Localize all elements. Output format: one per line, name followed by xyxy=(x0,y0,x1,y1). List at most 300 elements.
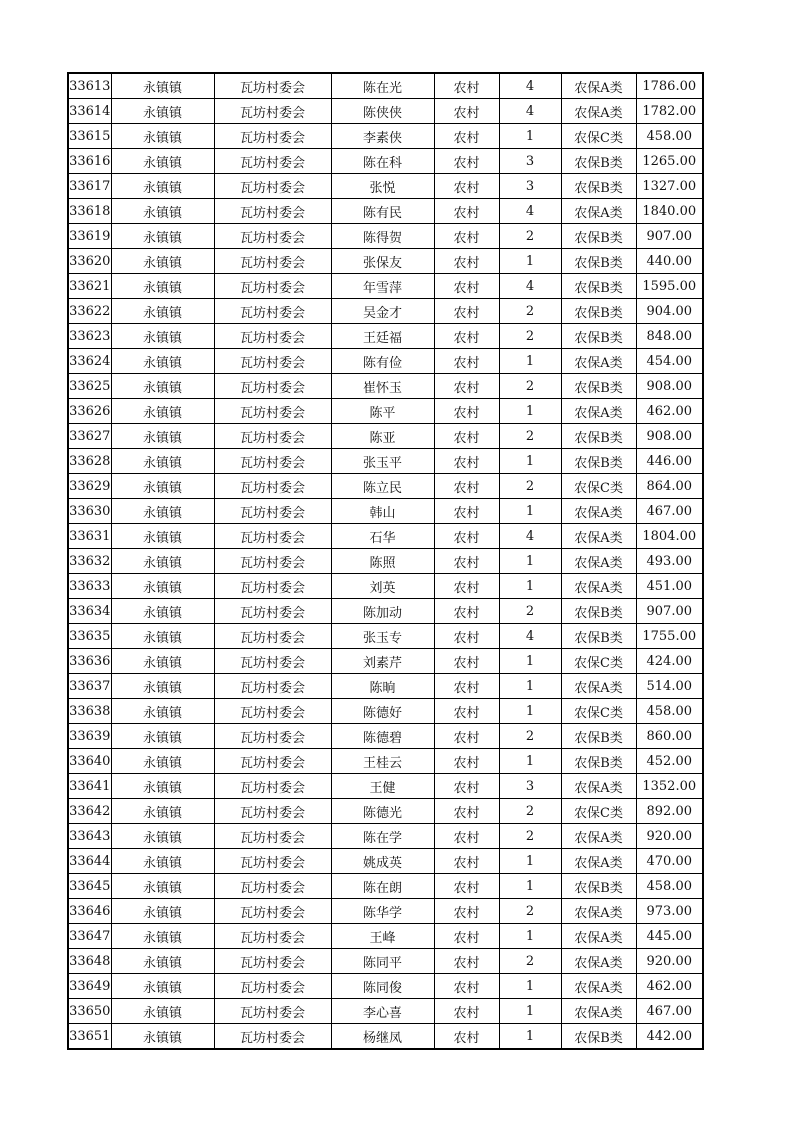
name-cell: 陈同俊 xyxy=(331,974,434,999)
town-cell: 永镇镇 xyxy=(111,449,214,474)
name-cell: 石华 xyxy=(331,524,434,549)
insurance-category-cell: 农保C类 xyxy=(561,799,636,824)
town-cell: 永镇镇 xyxy=(111,949,214,974)
amount-cell: 1352.00 xyxy=(636,774,703,799)
insurance-category-cell: 农保B类 xyxy=(561,599,636,624)
area-type-cell: 农村 xyxy=(434,1024,499,1050)
area-type-cell: 农村 xyxy=(434,99,499,124)
area-type-cell: 农村 xyxy=(434,474,499,499)
village-committee-cell: 瓦坊村委会 xyxy=(214,299,331,324)
village-committee-cell: 瓦坊村委会 xyxy=(214,174,331,199)
record-id-cell: 33627 xyxy=(68,424,111,449)
insurance-category-cell: 农保A类 xyxy=(561,974,636,999)
table-row xyxy=(68,399,703,424)
name-cell: 陈在朗 xyxy=(331,874,434,899)
amount-cell: 907.00 xyxy=(636,599,703,624)
amount-cell: 467.00 xyxy=(636,499,703,524)
insurance-category-cell: 农保B类 xyxy=(561,224,636,249)
table-row xyxy=(68,699,703,724)
town-cell: 永镇镇 xyxy=(111,324,214,349)
amount-cell: 1804.00 xyxy=(636,524,703,549)
record-id-cell: 33640 xyxy=(68,749,111,774)
record-id-cell: 33648 xyxy=(68,949,111,974)
area-type-cell: 农村 xyxy=(434,824,499,849)
area-type-cell: 农村 xyxy=(434,899,499,924)
name-cell: 吴金才 xyxy=(331,299,434,324)
insurance-category-cell: 农保B类 xyxy=(561,249,636,274)
amount-cell: 907.00 xyxy=(636,224,703,249)
amount-cell: 424.00 xyxy=(636,649,703,674)
insurance-category-cell: 农保A类 xyxy=(561,774,636,799)
area-type-cell: 农村 xyxy=(434,649,499,674)
household-size-cell: 2 xyxy=(499,424,561,449)
record-id-cell: 33634 xyxy=(68,599,111,624)
record-id-cell: 33638 xyxy=(68,699,111,724)
area-type-cell: 农村 xyxy=(434,949,499,974)
record-id-cell: 33620 xyxy=(68,249,111,274)
amount-cell: 445.00 xyxy=(636,924,703,949)
amount-cell: 440.00 xyxy=(636,249,703,274)
area-type-cell: 农村 xyxy=(434,574,499,599)
table-row xyxy=(68,874,703,899)
village-committee-cell: 瓦坊村委会 xyxy=(214,474,331,499)
amount-cell: 458.00 xyxy=(636,874,703,899)
insurance-category-cell: 农保A类 xyxy=(561,999,636,1024)
area-type-cell: 农村 xyxy=(434,73,499,99)
area-type-cell: 农村 xyxy=(434,124,499,149)
record-id-cell: 33639 xyxy=(68,724,111,749)
record-id-cell: 33628 xyxy=(68,449,111,474)
village-committee-cell: 瓦坊村委会 xyxy=(214,374,331,399)
area-type-cell: 农村 xyxy=(434,674,499,699)
household-size-cell: 1 xyxy=(499,124,561,149)
table-row xyxy=(68,474,703,499)
insurance-category-cell: 农保A类 xyxy=(561,399,636,424)
name-cell: 陈在科 xyxy=(331,149,434,174)
area-type-cell: 农村 xyxy=(434,199,499,224)
amount-cell: 451.00 xyxy=(636,574,703,599)
amount-cell: 908.00 xyxy=(636,424,703,449)
amount-cell: 514.00 xyxy=(636,674,703,699)
insurance-category-cell: 农保A类 xyxy=(561,349,636,374)
town-cell: 永镇镇 xyxy=(111,924,214,949)
record-id-cell: 33641 xyxy=(68,774,111,799)
household-size-cell: 1 xyxy=(499,574,561,599)
amount-cell: 920.00 xyxy=(636,949,703,974)
household-size-cell: 4 xyxy=(499,199,561,224)
household-size-cell: 1 xyxy=(499,974,561,999)
town-cell: 永镇镇 xyxy=(111,149,214,174)
town-cell: 永镇镇 xyxy=(111,999,214,1024)
town-cell: 永镇镇 xyxy=(111,524,214,549)
area-type-cell: 农村 xyxy=(434,749,499,774)
village-committee-cell: 瓦坊村委会 xyxy=(214,274,331,299)
village-committee-cell: 瓦坊村委会 xyxy=(214,99,331,124)
household-size-cell: 1 xyxy=(499,249,561,274)
insurance-category-cell: 农保B类 xyxy=(561,274,636,299)
name-cell: 陈在光 xyxy=(331,73,434,99)
village-committee-cell: 瓦坊村委会 xyxy=(214,824,331,849)
name-cell: 王峰 xyxy=(331,924,434,949)
amount-cell: 446.00 xyxy=(636,449,703,474)
amount-cell: 1840.00 xyxy=(636,199,703,224)
area-type-cell: 农村 xyxy=(434,249,499,274)
name-cell: 陈同平 xyxy=(331,949,434,974)
household-size-cell: 2 xyxy=(499,824,561,849)
insurance-category-cell: 农保A类 xyxy=(561,849,636,874)
amount-cell: 973.00 xyxy=(636,899,703,924)
insurance-category-cell: 农保A类 xyxy=(561,199,636,224)
town-cell: 永镇镇 xyxy=(111,474,214,499)
village-committee-cell: 瓦坊村委会 xyxy=(214,999,331,1024)
area-type-cell: 农村 xyxy=(434,724,499,749)
town-cell: 永镇镇 xyxy=(111,824,214,849)
village-committee-cell: 瓦坊村委会 xyxy=(214,199,331,224)
record-id-cell: 33633 xyxy=(68,574,111,599)
insurance-category-cell: 农保A类 xyxy=(561,924,636,949)
area-type-cell: 农村 xyxy=(434,224,499,249)
name-cell: 陈平 xyxy=(331,399,434,424)
town-cell: 永镇镇 xyxy=(111,274,214,299)
insurance-category-cell: 农保A类 xyxy=(561,549,636,574)
name-cell: 王桂云 xyxy=(331,749,434,774)
table-row xyxy=(68,199,703,224)
record-id-cell: 33619 xyxy=(68,224,111,249)
table-row xyxy=(68,424,703,449)
insurance-category-cell: 农保A类 xyxy=(561,524,636,549)
insurance-category-cell: 农保B类 xyxy=(561,724,636,749)
town-cell: 永镇镇 xyxy=(111,1024,214,1050)
town-cell: 永镇镇 xyxy=(111,849,214,874)
amount-cell: 1755.00 xyxy=(636,624,703,649)
name-cell: 张保友 xyxy=(331,249,434,274)
record-id-cell: 33637 xyxy=(68,674,111,699)
village-committee-cell: 瓦坊村委会 xyxy=(214,324,331,349)
village-committee-cell: 瓦坊村委会 xyxy=(214,724,331,749)
insurance-category-cell: 农保B类 xyxy=(561,174,636,199)
town-cell: 永镇镇 xyxy=(111,424,214,449)
village-committee-cell: 瓦坊村委会 xyxy=(214,899,331,924)
insurance-category-cell: 农保A类 xyxy=(561,99,636,124)
town-cell: 永镇镇 xyxy=(111,599,214,624)
household-size-cell: 4 xyxy=(499,524,561,549)
household-size-cell: 3 xyxy=(499,149,561,174)
table-row xyxy=(68,749,703,774)
town-cell: 永镇镇 xyxy=(111,349,214,374)
amount-cell: 467.00 xyxy=(636,999,703,1024)
amount-cell: 493.00 xyxy=(636,549,703,574)
town-cell: 永镇镇 xyxy=(111,774,214,799)
area-type-cell: 农村 xyxy=(434,974,499,999)
household-size-cell: 2 xyxy=(499,799,561,824)
village-committee-cell: 瓦坊村委会 xyxy=(214,749,331,774)
insurance-category-cell: 农保A类 xyxy=(561,574,636,599)
name-cell: 王健 xyxy=(331,774,434,799)
name-cell: 陈有民 xyxy=(331,199,434,224)
amount-cell: 458.00 xyxy=(636,699,703,724)
record-id-cell: 33645 xyxy=(68,874,111,899)
village-committee-cell: 瓦坊村委会 xyxy=(214,73,331,99)
amount-cell: 470.00 xyxy=(636,849,703,874)
name-cell: 年雪萍 xyxy=(331,274,434,299)
town-cell: 永镇镇 xyxy=(111,799,214,824)
area-type-cell: 农村 xyxy=(434,449,499,474)
name-cell: 王廷福 xyxy=(331,324,434,349)
insurance-category-cell: 农保B类 xyxy=(561,749,636,774)
town-cell: 永镇镇 xyxy=(111,174,214,199)
name-cell: 陈晌 xyxy=(331,674,434,699)
area-type-cell: 农村 xyxy=(434,874,499,899)
table-row xyxy=(68,449,703,474)
household-size-cell: 1 xyxy=(499,649,561,674)
town-cell: 永镇镇 xyxy=(111,624,214,649)
household-size-cell: 1 xyxy=(499,849,561,874)
town-cell: 永镇镇 xyxy=(111,99,214,124)
town-cell: 永镇镇 xyxy=(111,549,214,574)
area-type-cell: 农村 xyxy=(434,149,499,174)
record-id-cell: 33651 xyxy=(68,1024,111,1050)
insurance-category-cell: 农保A类 xyxy=(561,949,636,974)
household-size-cell: 3 xyxy=(499,774,561,799)
town-cell: 永镇镇 xyxy=(111,649,214,674)
insurance-category-cell: 农保A类 xyxy=(561,499,636,524)
insurance-category-cell: 农保B类 xyxy=(561,149,636,174)
amount-cell: 442.00 xyxy=(636,1024,703,1050)
household-size-cell: 2 xyxy=(499,949,561,974)
amount-cell: 892.00 xyxy=(636,799,703,824)
town-cell: 永镇镇 xyxy=(111,874,214,899)
table-row xyxy=(68,724,703,749)
name-cell: 李心喜 xyxy=(331,999,434,1024)
town-cell: 永镇镇 xyxy=(111,749,214,774)
town-cell: 永镇镇 xyxy=(111,674,214,699)
household-size-cell: 2 xyxy=(499,474,561,499)
household-size-cell: 4 xyxy=(499,99,561,124)
area-type-cell: 农村 xyxy=(434,549,499,574)
table-row xyxy=(68,624,703,649)
village-committee-cell: 瓦坊村委会 xyxy=(214,674,331,699)
village-committee-cell: 瓦坊村委会 xyxy=(214,574,331,599)
area-type-cell: 农村 xyxy=(434,774,499,799)
household-size-cell: 2 xyxy=(499,374,561,399)
insurance-category-cell: 农保B类 xyxy=(561,324,636,349)
town-cell: 永镇镇 xyxy=(111,699,214,724)
record-id-cell: 33631 xyxy=(68,524,111,549)
name-cell: 陈亚 xyxy=(331,424,434,449)
village-committee-cell: 瓦坊村委会 xyxy=(214,699,331,724)
insurance-category-cell: 农保B类 xyxy=(561,424,636,449)
name-cell: 陈立民 xyxy=(331,474,434,499)
village-committee-cell: 瓦坊村委会 xyxy=(214,224,331,249)
household-size-cell: 2 xyxy=(499,224,561,249)
insurance-category-cell: 农保A类 xyxy=(561,73,636,99)
village-committee-cell: 瓦坊村委会 xyxy=(214,349,331,374)
area-type-cell: 农村 xyxy=(434,274,499,299)
name-cell: 张悦 xyxy=(331,174,434,199)
record-id-cell: 33624 xyxy=(68,349,111,374)
amount-cell: 452.00 xyxy=(636,749,703,774)
village-committee-cell: 瓦坊村委会 xyxy=(214,874,331,899)
table-row xyxy=(68,674,703,699)
town-cell: 永镇镇 xyxy=(111,724,214,749)
area-type-cell: 农村 xyxy=(434,699,499,724)
town-cell: 永镇镇 xyxy=(111,499,214,524)
household-size-cell: 1 xyxy=(499,749,561,774)
household-size-cell: 1 xyxy=(499,399,561,424)
village-committee-cell: 瓦坊村委会 xyxy=(214,624,331,649)
area-type-cell: 农村 xyxy=(434,999,499,1024)
name-cell: 韩山 xyxy=(331,499,434,524)
village-committee-cell: 瓦坊村委会 xyxy=(214,524,331,549)
table-row xyxy=(68,599,703,624)
table-row xyxy=(68,649,703,674)
amount-cell: 908.00 xyxy=(636,374,703,399)
insurance-category-cell: 农保A类 xyxy=(561,674,636,699)
record-id-cell: 33622 xyxy=(68,299,111,324)
table-row xyxy=(68,924,703,949)
area-type-cell: 农村 xyxy=(434,324,499,349)
table-row xyxy=(68,824,703,849)
record-id-cell: 33649 xyxy=(68,974,111,999)
area-type-cell: 农村 xyxy=(434,524,499,549)
name-cell: 陈照 xyxy=(331,549,434,574)
table-row xyxy=(68,899,703,924)
insurance-category-cell: 农保B类 xyxy=(561,374,636,399)
village-committee-cell: 瓦坊村委会 xyxy=(214,849,331,874)
village-committee-cell: 瓦坊村委会 xyxy=(214,599,331,624)
record-id-cell: 33621 xyxy=(68,274,111,299)
village-committee-cell: 瓦坊村委会 xyxy=(214,124,331,149)
village-committee-cell: 瓦坊村委会 xyxy=(214,924,331,949)
record-id-cell: 33629 xyxy=(68,474,111,499)
household-size-cell: 1 xyxy=(499,699,561,724)
table-row xyxy=(68,499,703,524)
village-committee-cell: 瓦坊村委会 xyxy=(214,424,331,449)
household-size-cell: 2 xyxy=(499,299,561,324)
area-type-cell: 农村 xyxy=(434,499,499,524)
name-cell: 杨继凤 xyxy=(331,1024,434,1050)
amount-cell: 462.00 xyxy=(636,399,703,424)
village-committee-cell: 瓦坊村委会 xyxy=(214,1024,331,1050)
name-cell: 刘素芹 xyxy=(331,649,434,674)
town-cell: 永镇镇 xyxy=(111,974,214,999)
name-cell: 刘英 xyxy=(331,574,434,599)
area-type-cell: 农村 xyxy=(434,399,499,424)
household-size-cell: 1 xyxy=(499,674,561,699)
town-cell: 永镇镇 xyxy=(111,299,214,324)
record-id-cell: 33647 xyxy=(68,924,111,949)
amount-cell: 860.00 xyxy=(636,724,703,749)
insurance-category-cell: 农保B类 xyxy=(561,1024,636,1050)
name-cell: 陈德光 xyxy=(331,799,434,824)
table-row xyxy=(68,849,703,874)
village-committee-cell: 瓦坊村委会 xyxy=(214,799,331,824)
insurance-category-cell: 农保B类 xyxy=(561,299,636,324)
area-type-cell: 农村 xyxy=(434,349,499,374)
table-row xyxy=(68,224,703,249)
town-cell: 永镇镇 xyxy=(111,224,214,249)
table-row xyxy=(68,949,703,974)
amount-cell: 864.00 xyxy=(636,474,703,499)
area-type-cell: 农村 xyxy=(434,174,499,199)
record-id-cell: 33650 xyxy=(68,999,111,1024)
name-cell: 陈侠侠 xyxy=(331,99,434,124)
name-cell: 崔怀玉 xyxy=(331,374,434,399)
village-committee-cell: 瓦坊村委会 xyxy=(214,974,331,999)
table-row xyxy=(68,1024,703,1050)
household-size-cell: 2 xyxy=(499,599,561,624)
town-cell: 永镇镇 xyxy=(111,73,214,99)
insurance-category-cell: 农保A类 xyxy=(561,899,636,924)
town-cell: 永镇镇 xyxy=(111,199,214,224)
area-type-cell: 农村 xyxy=(434,624,499,649)
table-row xyxy=(68,73,703,99)
table-row xyxy=(68,299,703,324)
record-id-cell: 33615 xyxy=(68,124,111,149)
village-committee-cell: 瓦坊村委会 xyxy=(214,149,331,174)
area-type-cell: 农村 xyxy=(434,374,499,399)
table-row xyxy=(68,574,703,599)
town-cell: 永镇镇 xyxy=(111,574,214,599)
name-cell: 张玉平 xyxy=(331,449,434,474)
amount-cell: 848.00 xyxy=(636,324,703,349)
table-row xyxy=(68,249,703,274)
amount-cell: 1595.00 xyxy=(636,274,703,299)
area-type-cell: 农村 xyxy=(434,849,499,874)
household-size-cell: 4 xyxy=(499,274,561,299)
amount-cell: 462.00 xyxy=(636,974,703,999)
table-row xyxy=(68,549,703,574)
household-size-cell: 4 xyxy=(499,73,561,99)
area-type-cell: 农村 xyxy=(434,299,499,324)
household-size-cell: 1 xyxy=(499,1024,561,1050)
insurance-category-cell: 农保C类 xyxy=(561,699,636,724)
household-size-cell: 4 xyxy=(499,624,561,649)
name-cell: 陈华学 xyxy=(331,899,434,924)
name-cell: 陈德碧 xyxy=(331,724,434,749)
record-id-cell: 33626 xyxy=(68,399,111,424)
records-table xyxy=(67,72,704,1050)
name-cell: 张玉专 xyxy=(331,624,434,649)
area-type-cell: 农村 xyxy=(434,924,499,949)
table-row xyxy=(68,799,703,824)
table-row xyxy=(68,274,703,299)
table-row xyxy=(68,774,703,799)
name-cell: 陈有俭 xyxy=(331,349,434,374)
amount-cell: 1782.00 xyxy=(636,99,703,124)
insurance-category-cell: 农保B类 xyxy=(561,874,636,899)
amount-cell: 1786.00 xyxy=(636,73,703,99)
household-size-cell: 1 xyxy=(499,874,561,899)
record-id-cell: 33617 xyxy=(68,174,111,199)
table-row xyxy=(68,174,703,199)
table-row xyxy=(68,974,703,999)
table-row xyxy=(68,99,703,124)
household-size-cell: 1 xyxy=(499,499,561,524)
insurance-category-cell: 农保C类 xyxy=(561,649,636,674)
amount-cell: 1327.00 xyxy=(636,174,703,199)
town-cell: 永镇镇 xyxy=(111,249,214,274)
amount-cell: 454.00 xyxy=(636,349,703,374)
record-id-cell: 33616 xyxy=(68,149,111,174)
record-id-cell: 33636 xyxy=(68,649,111,674)
table-row xyxy=(68,374,703,399)
village-committee-cell: 瓦坊村委会 xyxy=(214,249,331,274)
area-type-cell: 农村 xyxy=(434,799,499,824)
amount-cell: 920.00 xyxy=(636,824,703,849)
table-row xyxy=(68,524,703,549)
record-id-cell: 33642 xyxy=(68,799,111,824)
